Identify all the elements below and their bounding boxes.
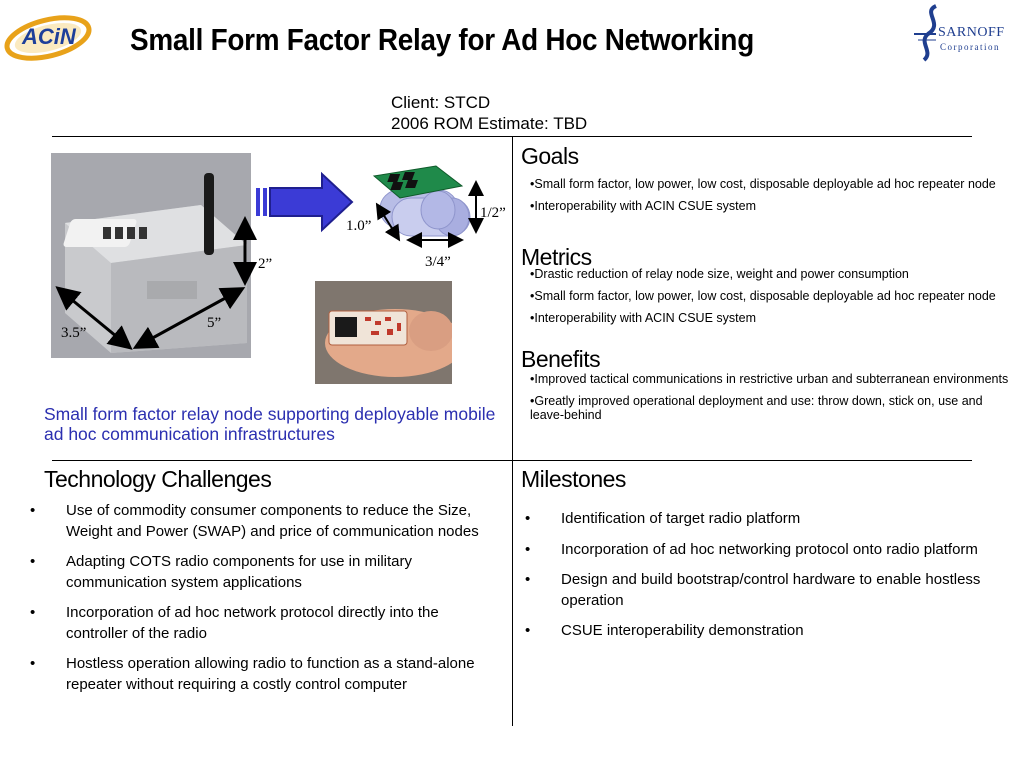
acin-logo — [4, 12, 92, 64]
list-item-text: Incorporation of ad hoc networking protocol onto radio platform — [561, 540, 978, 558]
dim-battery-height-label: 1/2” — [480, 205, 506, 221]
circuit-board-photo — [315, 281, 452, 384]
list-item — [30, 603, 492, 644]
device-dimension-arrows — [50, 150, 290, 360]
bullet-icon: • — [30, 502, 36, 519]
list-item — [30, 501, 492, 542]
challenges-list — [30, 501, 492, 705]
dim-height-label: 2” — [258, 256, 273, 272]
milestones-list — [525, 509, 985, 652]
milestones-heading: Milestones — [521, 466, 626, 492]
figure-caption: Small form factor relay node supporting deployable mobile ad hoc communication infrastructures — [44, 404, 496, 444]
client-label: Client: STCD — [391, 93, 491, 112]
dim-battery-length-label: 1.0” — [346, 218, 372, 234]
list-item-text: Identification of target radio platform — [561, 510, 801, 527]
list-item-text: Hostless operation allowing radio to function as a stand-alone repeater without requiring a costly control computer — [66, 655, 475, 693]
benefits-list — [530, 372, 1020, 430]
sarnoff-logo-sub: Corporation — [940, 42, 1000, 52]
list-item — [525, 621, 985, 642]
bullet-icon: • — [525, 622, 531, 639]
sarnoff-logo — [914, 2, 1020, 64]
dim-battery-width-label: 3/4” — [425, 254, 451, 270]
bullet-icon: • — [525, 571, 531, 588]
list-item — [525, 570, 985, 611]
rom-estimate: 2006 ROM Estimate: TBD — [391, 114, 588, 133]
bullet-icon: • — [30, 604, 36, 621]
goals-list — [530, 177, 1000, 221]
list-item-text: Design and build bootstrap/control hardware to enable hostless operation — [561, 571, 981, 609]
challenges-heading: Technology Challenges — [44, 466, 272, 492]
list-item: •Drastic reduction of relay node size, weight and power consumption — [530, 267, 909, 281]
list-item: •Greatly improved operational deployment and use: throw down, stick on, use and leave-behind — [530, 394, 983, 422]
goals-heading: Goals — [521, 143, 579, 169]
list-item — [30, 654, 492, 695]
list-item-text: CSUE interoperability demonstration — [561, 622, 804, 639]
list-item-text: Use of commodity consumer components to reduce the Size, Weight and Power (SWAP) and price of communication nodes — [66, 502, 479, 540]
benefits-heading: Benefits — [521, 346, 601, 372]
client-info — [391, 92, 587, 134]
list-item: •Small form factor, low power, low cost, disposable deployable ad hoc repeater node — [530, 289, 996, 303]
bullet-icon: • — [525, 540, 531, 558]
list-item — [30, 552, 492, 593]
page-title: Small Form Factor Relay for Ad Hoc Networking — [130, 22, 754, 57]
list-item: •Improved tactical communications in restrictive urban and subterranean environments — [530, 372, 1009, 386]
list-item — [525, 540, 985, 561]
dim-width-label: 3.5” — [61, 325, 87, 341]
list-item-text: Incorporation of ad hoc network protocol directly into the controller of the radio — [66, 604, 439, 642]
list-item: •Interoperability with ACIN CSUE system — [530, 199, 756, 213]
list-item-text: Adapting COTS radio components for use in military communication system applications — [66, 553, 412, 591]
list-item: •Small form factor, low power, low cost, disposable deployable ad hoc repeater node — [530, 177, 996, 191]
sarnoff-logo-text: SARNOFF — [938, 25, 1005, 40]
metrics-heading: Metrics — [521, 244, 592, 270]
bullet-icon: • — [525, 510, 531, 527]
acin-logo-text: ACiN — [22, 24, 76, 49]
dim-length-label: 5” — [207, 315, 222, 331]
metrics-list — [530, 267, 1000, 333]
bullet-icon: • — [30, 655, 36, 672]
bullet-icon: • — [30, 553, 36, 570]
list-item — [525, 509, 985, 530]
list-item: •Interoperability with ACIN CSUE system — [530, 311, 756, 325]
